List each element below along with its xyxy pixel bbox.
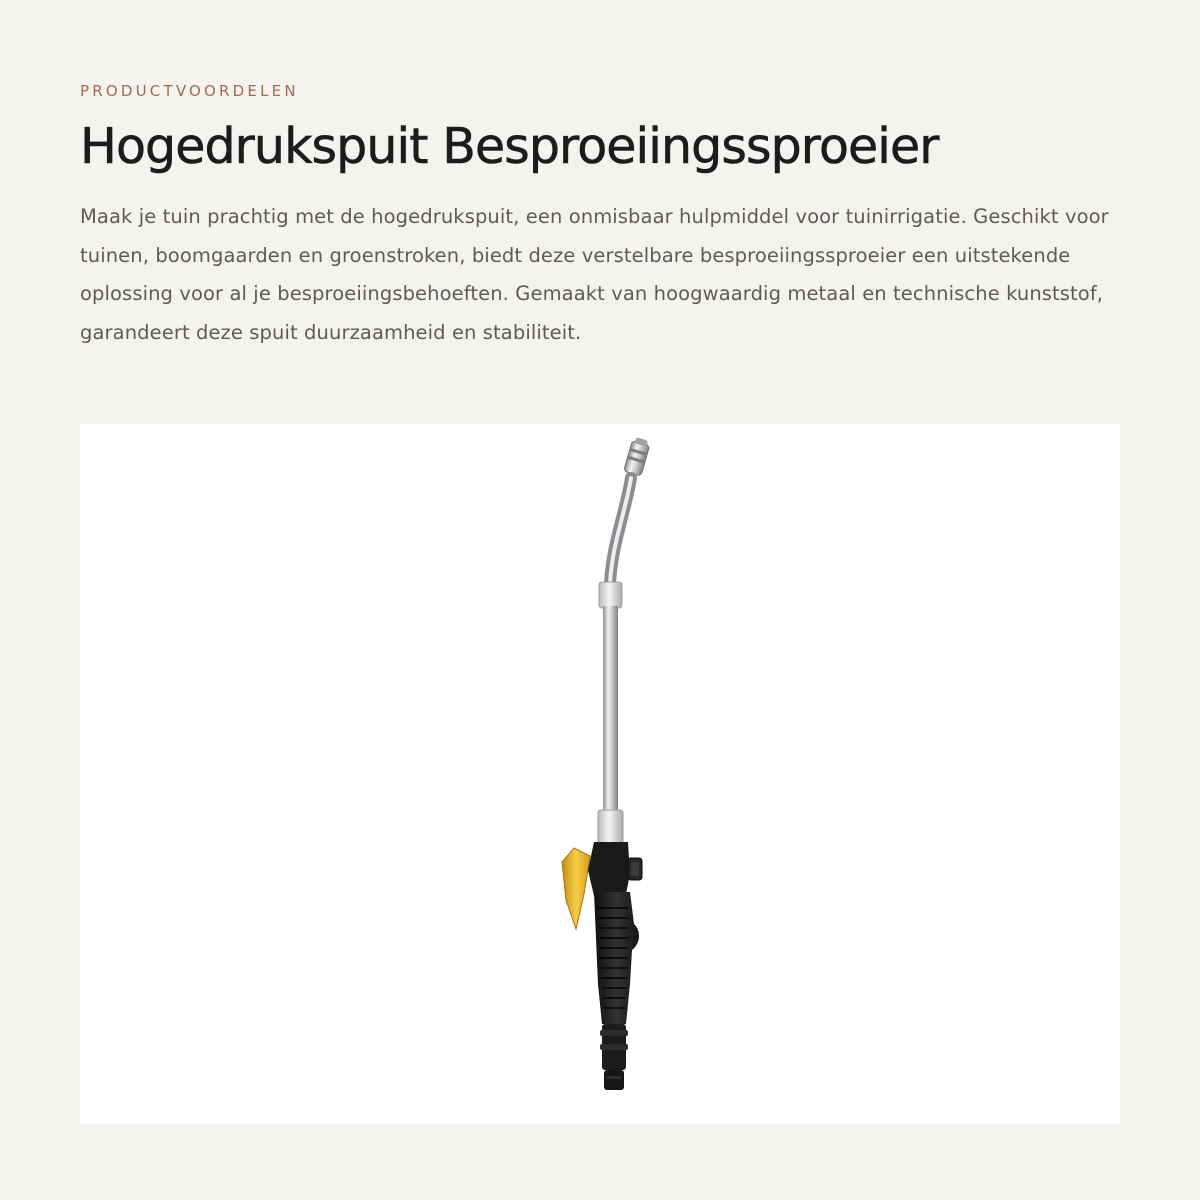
nozzle-tip [624, 437, 651, 477]
lower-collar [598, 810, 623, 844]
spray-lance-icon [80, 424, 1120, 1124]
valve-body [588, 842, 630, 896]
product-description: Maak je tuin prachtig met de hogedrukspuit, een onmisbaar hulpmiddel voor tuinirrigatie. Geschikt voor tuinen, boomgaarden en groenstroken, biedt deze verstelbare besproeiingssproeier een uitstekende oplossing voor al je besproeiingsbehoeften. Gemaakt van hoogwaardig metaal en technische kunststof, garandeert deze spuit duurzaamheid en stabiliteit. [80, 205, 1109, 344]
trigger-lever [562, 848, 590, 929]
product-title: Hogedrukspuit Besproeiingssproeier [80, 118, 939, 175]
section-eyebrow: PRODUCTVOORDELEN [80, 82, 299, 100]
product-image [80, 424, 1120, 1124]
upper-collar [599, 582, 622, 608]
main-tube [603, 606, 618, 812]
